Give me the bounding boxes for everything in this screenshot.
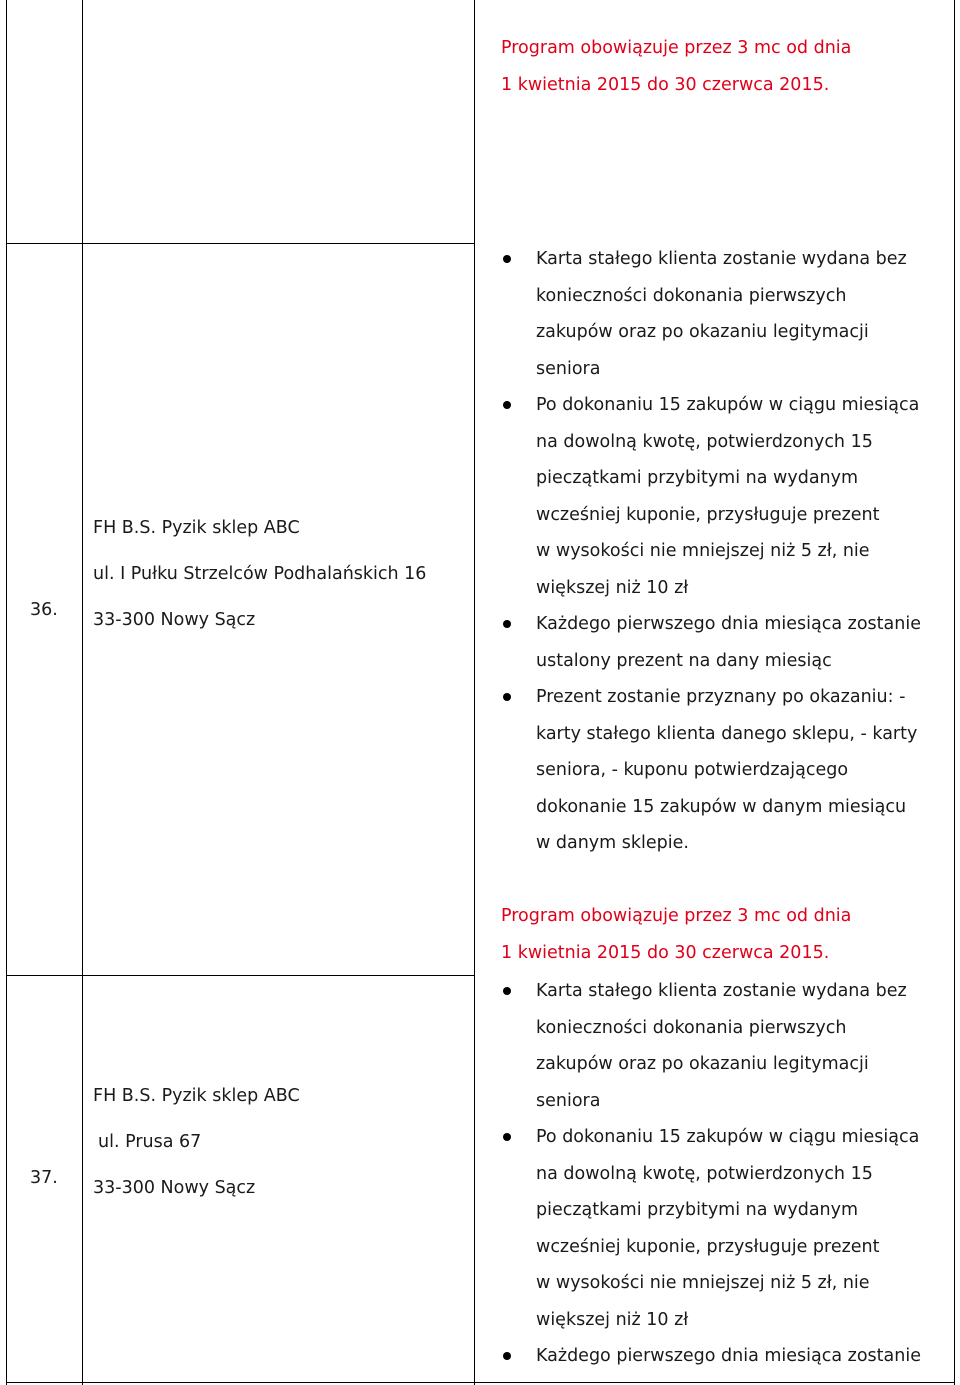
bullet-line: seniora	[536, 1090, 601, 1111]
bullet-line: w wysokości nie mniejszej niż 5 zł, nie	[536, 1273, 870, 1293]
bullet-line: na dowolną kwotę, potwierdzonych 15	[536, 431, 873, 452]
store-address	[93, 1085, 300, 1200]
bullet-line: Po dokonaniu 15 zakupów w ciągu miesiąca	[536, 395, 920, 415]
bullet-line: pieczątkami przybitymi na wydanym	[536, 1200, 859, 1220]
bullet-line: seniora	[536, 358, 601, 379]
bullet-icon	[503, 693, 511, 701]
row-divider-1	[6, 243, 474, 244]
table-border-left	[6, 0, 7, 1385]
bullet-line: Każdego pierwszego dnia miesiąca zostanie	[536, 614, 921, 634]
store-street: ul. I Pułku Strzelców Podhalańskich 16	[93, 564, 427, 584]
bullet-line: Karta stałego klienta zostanie wydana bez	[536, 981, 907, 1001]
table-border-col2	[474, 0, 475, 1385]
row-divider-2	[6, 975, 474, 976]
bullet-line: w wysokości nie mniejszej niż 5 zł, nie	[536, 541, 870, 561]
store-name: FH B.S. Pyzik sklep ABC	[93, 518, 300, 538]
bullet-icon	[503, 401, 511, 409]
store-name: FH B.S. Pyzik sklep ABC	[93, 1086, 300, 1106]
bullet-line: większej niż 10 zł	[536, 577, 689, 598]
bullet-line: wcześniej kuponie, przysługuje prezent	[536, 1236, 880, 1257]
bullet-line: Karta stałego klienta zostanie wydana bez	[536, 249, 907, 269]
table-border-bottom	[6, 1382, 955, 1383]
bullet-line: Prezent zostanie przyznany po okazaniu: -	[536, 687, 906, 707]
red-line: 1 kwietnia 2015 do 30 czerwca 2015.	[501, 74, 830, 95]
table-border-right	[954, 0, 955, 1385]
bullet-line: zakupów oraz po okazaniu legitymacji	[536, 322, 869, 342]
bullet-line: karty stałego klienta danego sklepu, - karty	[536, 723, 918, 744]
store-address	[93, 517, 426, 632]
bullet-icon	[503, 620, 511, 628]
bullet-line: ustalony prezent na dany miesiąc	[536, 650, 832, 671]
store-city: 33-300 Nowy Sącz	[93, 1178, 256, 1198]
bullet-line: pieczątkami przybitymi na wydanym	[536, 468, 859, 488]
red-line: Program obowiązuje przez 3 mc od dnia	[501, 906, 852, 926]
bullet-line: Po dokonaniu 15 zakupów w ciągu miesiąca	[536, 1127, 920, 1147]
store-street: ul. Prusa 67	[98, 1132, 202, 1152]
red-line: 1 kwietnia 2015 do 30 czerwca 2015.	[501, 942, 830, 963]
bullet-line: Każdego pierwszego dnia miesiąca zostanie	[536, 1346, 921, 1366]
bullet-line: większej niż 10 zł	[536, 1309, 689, 1330]
program-period-top	[501, 30, 851, 103]
table-border-col1	[82, 0, 83, 1385]
red-line: Program obowiązuje przez 3 mc od dnia	[501, 38, 852, 58]
bullet-icon	[503, 1352, 511, 1360]
program-period	[501, 898, 851, 971]
bullet-line: konieczności dokonania pierwszych	[536, 285, 847, 306]
bullet-line: wcześniej kuponie, przysługuje prezent	[536, 504, 880, 525]
bullet-line: w danym sklepie.	[536, 833, 689, 853]
bullet-icon	[503, 987, 511, 995]
row-number: 36.	[30, 600, 58, 620]
bullet-icon	[503, 255, 511, 263]
bullet-line: na dowolną kwotę, potwierdzonych 15	[536, 1163, 873, 1184]
store-city: 33-300 Nowy Sącz	[93, 610, 256, 630]
row-number: 37.	[30, 1168, 58, 1188]
bullet-line: dokonanie 15 zakupów w danym miesiącu	[536, 796, 907, 817]
bullet-icon	[503, 1133, 511, 1141]
bullet-line: konieczności dokonania pierwszych	[536, 1017, 847, 1038]
bullet-line: zakupów oraz po okazaniu legitymacji	[536, 1054, 869, 1074]
bullet-line: seniora, - kuponu potwierdzającego	[536, 760, 849, 780]
